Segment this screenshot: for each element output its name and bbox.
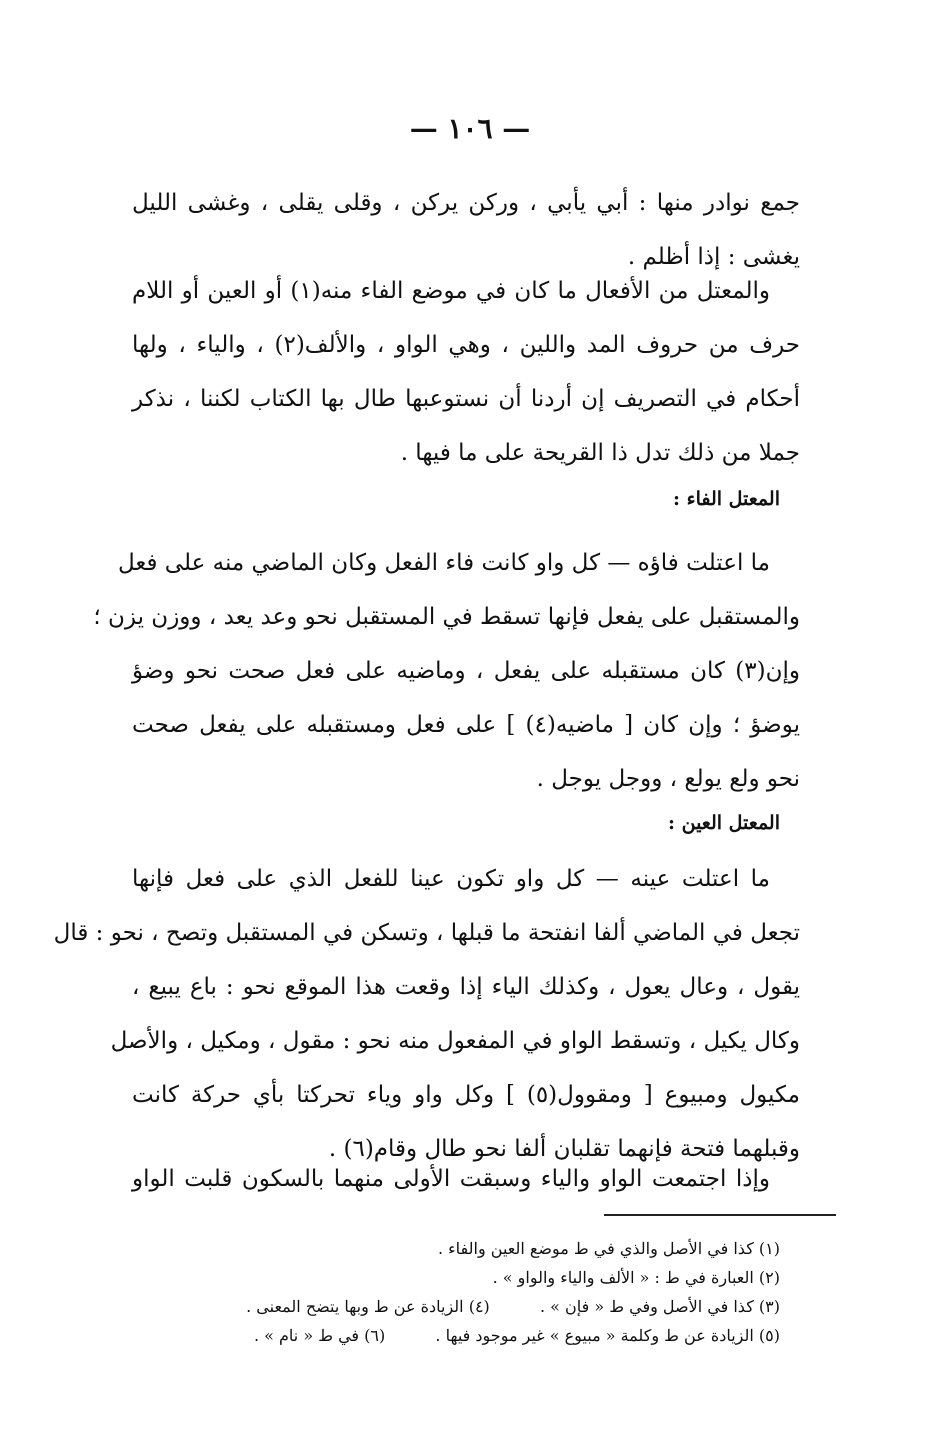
footnotes <box>120 1234 780 1350</box>
definition-paragraph <box>132 264 800 480</box>
text-line: نحو ولع يولع ، ووجل يوجل . <box>536 766 800 792</box>
footnote-row-5-6 <box>120 1321 780 1350</box>
text-line: وكال يكيل ، وتسقط الواو في المفعول منه نحو : مقول ، ومكيل ، والأصل <box>110 1028 800 1054</box>
section-heading-ayn: المعتل العين : <box>667 812 780 834</box>
footnote-2: (٢) العبارة في ط : « الألف والياء والواو » . <box>492 1268 780 1287</box>
text-line: وإن(٣) كان مستقبله على يفعل ، وماضيه على فعل صحت نحو وضؤ <box>132 658 800 684</box>
text-line: يغشى : إذا أظلم . <box>627 244 800 270</box>
footnote-1: (١) كذا في الأصل والذي في ط موضع العين والفاء . <box>437 1239 780 1258</box>
text-line: ما اعتلت عينه — كل واو تكون عينا للفعل الذي على فعل فإنها <box>132 866 770 892</box>
footnote-divider <box>604 1214 836 1216</box>
page-number: — ١٠٦ — <box>409 112 531 145</box>
text-line: مكيول ومبيوع [ ومقوول(٥) ] وكل واو وياء تحركتا بأي حركة كانت <box>132 1082 800 1108</box>
text-line: وإذا اجتمعت الواو والياء وسبقت الأولى منهما بالسكون قلبت الواو <box>132 1166 770 1192</box>
text-line: جمع نوادر منها : أبي يأبي ، وركن يركن ، وقلى يقلى ، وغشى الليل <box>132 190 800 216</box>
text-line: وقبلهما فتحة فإنهما تقلبان ألفا نحو طال وقام(٦) . <box>328 1136 800 1162</box>
last-paragraph <box>132 1152 800 1206</box>
text-line: جملا من ذلك تدل ذا القريحة على ما فيها . <box>400 440 800 466</box>
text-line: تجعل في الماضي ألفا انفتحة ما قبلها ، وتسكن في المستقبل وتصح ، نحو : قال <box>53 920 800 946</box>
text-line: حرف من حروف المد واللين ، وهي الواو ، والألف(٢) ، والياء ، ولها <box>132 332 800 358</box>
footnote-5: (٥) الزيادة عن ط وكلمة « مبيوع » غير موجود فيها . <box>435 1326 780 1345</box>
fa-paragraph <box>93 536 800 806</box>
footnote-row-3-4 <box>120 1292 780 1321</box>
footnote-3: (٣) كذا في الأصل وفي ط « فإن » . <box>539 1297 780 1316</box>
section-heading-fa: المعتل الفاء : <box>673 488 780 510</box>
text-line: والمعتل من الأفعال ما كان في موضع الفاء منه(١) أو العين أو اللام <box>132 278 771 304</box>
text-line: أحكام في التصريف إن أردنا أن نستوعبها طال بها الكتاب لكننا ، نذكر <box>132 386 800 412</box>
text-line: يوضؤ ؛ وإن كان [ ماضيه(٤) ] على فعل ومستقبله على يفعل صحت <box>132 712 800 738</box>
ayn-paragraph <box>53 852 800 1176</box>
text-line: والمستقبل على يفعل فإنها تسقط في المستقبل نحو وعد يعد ، ووزن يزن ؛ <box>93 604 800 630</box>
text-line: يقول ، وعال يعول ، وكذلك الياء إذا وقعت هذا الموقع نحو : باع يبيع ، <box>132 974 800 1000</box>
footnote-6: (٦) في ط « نام » . <box>253 1326 386 1345</box>
footnote-4: (٤) الزيادة عن ط وبها يتضح المعنى . <box>246 1297 490 1316</box>
text-line: ما اعتلت فاؤه — كل واو كانت فاء الفعل وكان الماضي منه على فعل <box>117 550 770 576</box>
